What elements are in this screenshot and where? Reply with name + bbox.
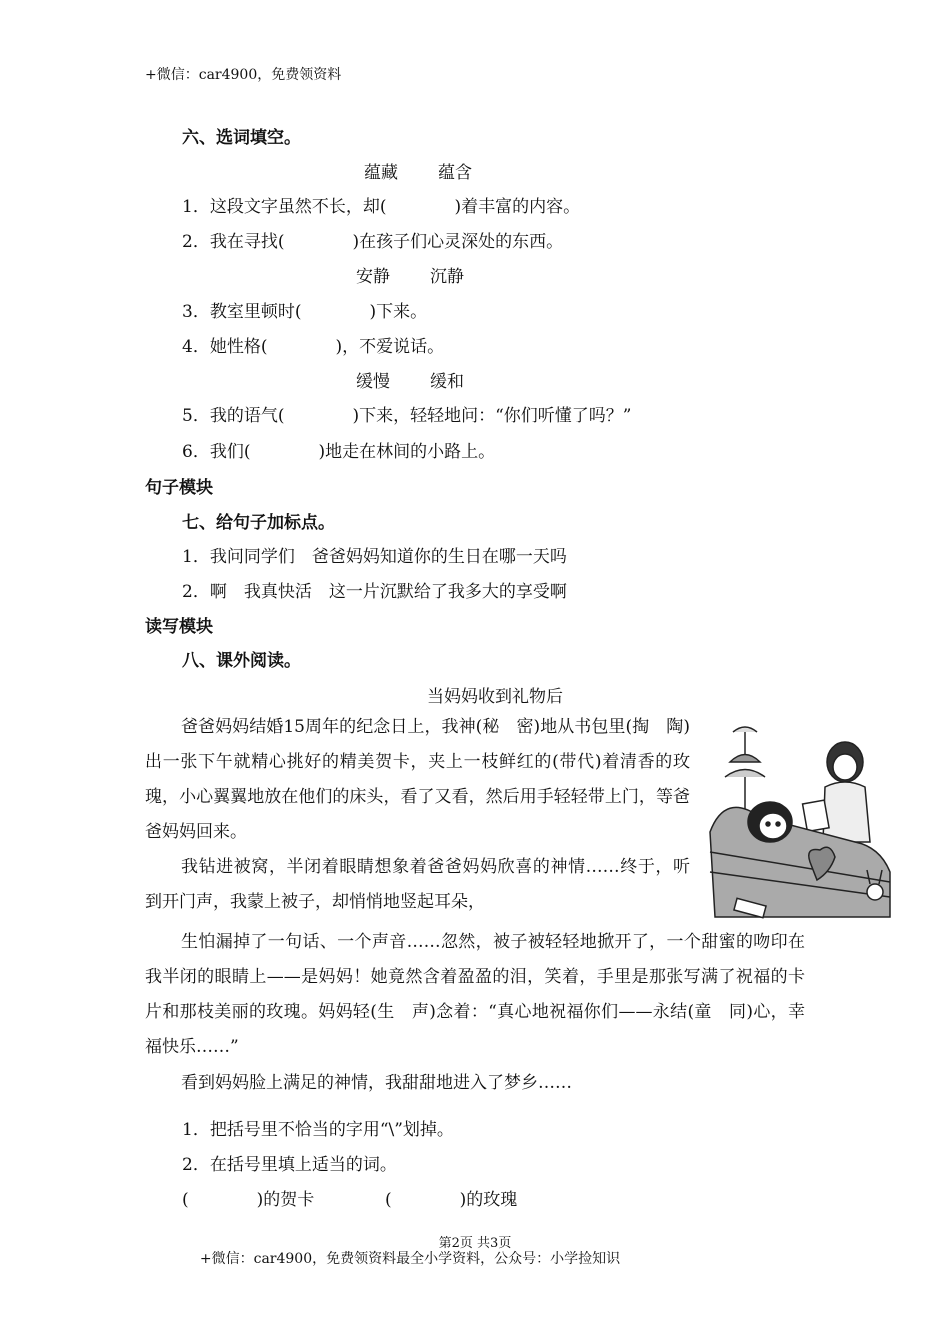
option-word: 蕴含: [438, 163, 472, 183]
story-title: 当妈妈收到礼物后: [427, 687, 563, 707]
question-6-5: 5．我的语气( )下来，轻轻地问：“你们听懂了吗？”: [182, 406, 632, 426]
option-word: 蕴藏: [364, 163, 398, 183]
story-paragraph-2: 我钻进被窝，半闭着眼睛想象着爸爸妈妈欣喜的神情……终于，听到开门声，我蒙上被子，却悄悄地竖起耳朵，: [145, 857, 690, 912]
question-7-1: 1．我问同学们 爸爸妈妈知道你的生日在哪一天吗: [182, 547, 567, 567]
option-word: 沉静: [430, 267, 464, 287]
question-8-2: 2．在括号里填上适当的词。: [182, 1155, 397, 1175]
question-6-6: 6．我们( )地走在林间的小路上。: [182, 442, 496, 462]
question-7-2: 2．啊 我真快活 这一片沉默给了我多大的享受啊: [182, 582, 567, 602]
page-number: 第2页 共3页: [438, 1236, 512, 1251]
question-6-3: 3．教室里顿时( )下来。: [182, 302, 428, 322]
word-options-1: [364, 162, 512, 184]
section8-title: 八、课外阅读。: [182, 651, 301, 671]
word-options-2: [356, 266, 504, 288]
module-heading-sentence: 句子模块: [145, 478, 213, 498]
option-word: 缓慢: [356, 372, 390, 392]
question-6-4: 4．她性格( )，不爱说话。: [182, 337, 445, 357]
option-word: 安静: [356, 267, 390, 287]
header-note: +微信：car4900，免费领资料: [145, 67, 342, 83]
option-word: 缓和: [430, 372, 464, 392]
word-options-3: [356, 371, 504, 393]
question-8-1: 1．把括号里不恰当的字用“\”划掉。: [182, 1120, 454, 1140]
story-paragraph-4: 看到妈妈脸上满足的神情，我甜甜地进入了梦乡……: [181, 1073, 572, 1093]
story-paragraph-1: 爸爸妈妈结婚15周年的纪念日上，我神(秘 密)地从书包里(掏 陶)出一张下午就精心挑好的精美贺卡，夹上一枝鲜红的(带代)着清香的玫瑰，小心翼翼地放在他们的床头，看了又看，然后用手轻轻带上门，等爸爸妈妈回来。: [145, 717, 690, 842]
story-paragraph-3: 生怕漏掉了一句话、一个声音……忽然，被子被轻轻地掀开了，一个甜蜜的吻印在我半闭的眼睛上——是妈妈！她竟然含着盈盈的泪，笑着，手里是那张写满了祝福的卡片和那枝美丽的玫瑰。妈妈轻(生 声)念着：“真心地祝福你们——永结(童 同)心，幸福快乐……”: [145, 932, 805, 1057]
footer-note: +微信：car4900，免费领资料最全小学资料，公众号：小学捡知识: [199, 1251, 621, 1267]
blank-greeting-card: ( )的贺卡: [182, 1190, 315, 1210]
question-6-1: 1．这段文字虽然不长，却( )着丰富的内容。: [182, 197, 581, 217]
blank-rose: ( )的玫瑰: [385, 1190, 518, 1210]
module-heading-reading: 读写模块: [145, 617, 213, 637]
question-6-2: 2．我在寻找( )在孩子们心灵深处的东西。: [182, 232, 564, 252]
section6-title: 六、选词填空。: [182, 128, 301, 148]
section7-title: 七、给句子加标点。: [182, 513, 335, 533]
mother-daughter-illustration: [705, 722, 895, 927]
